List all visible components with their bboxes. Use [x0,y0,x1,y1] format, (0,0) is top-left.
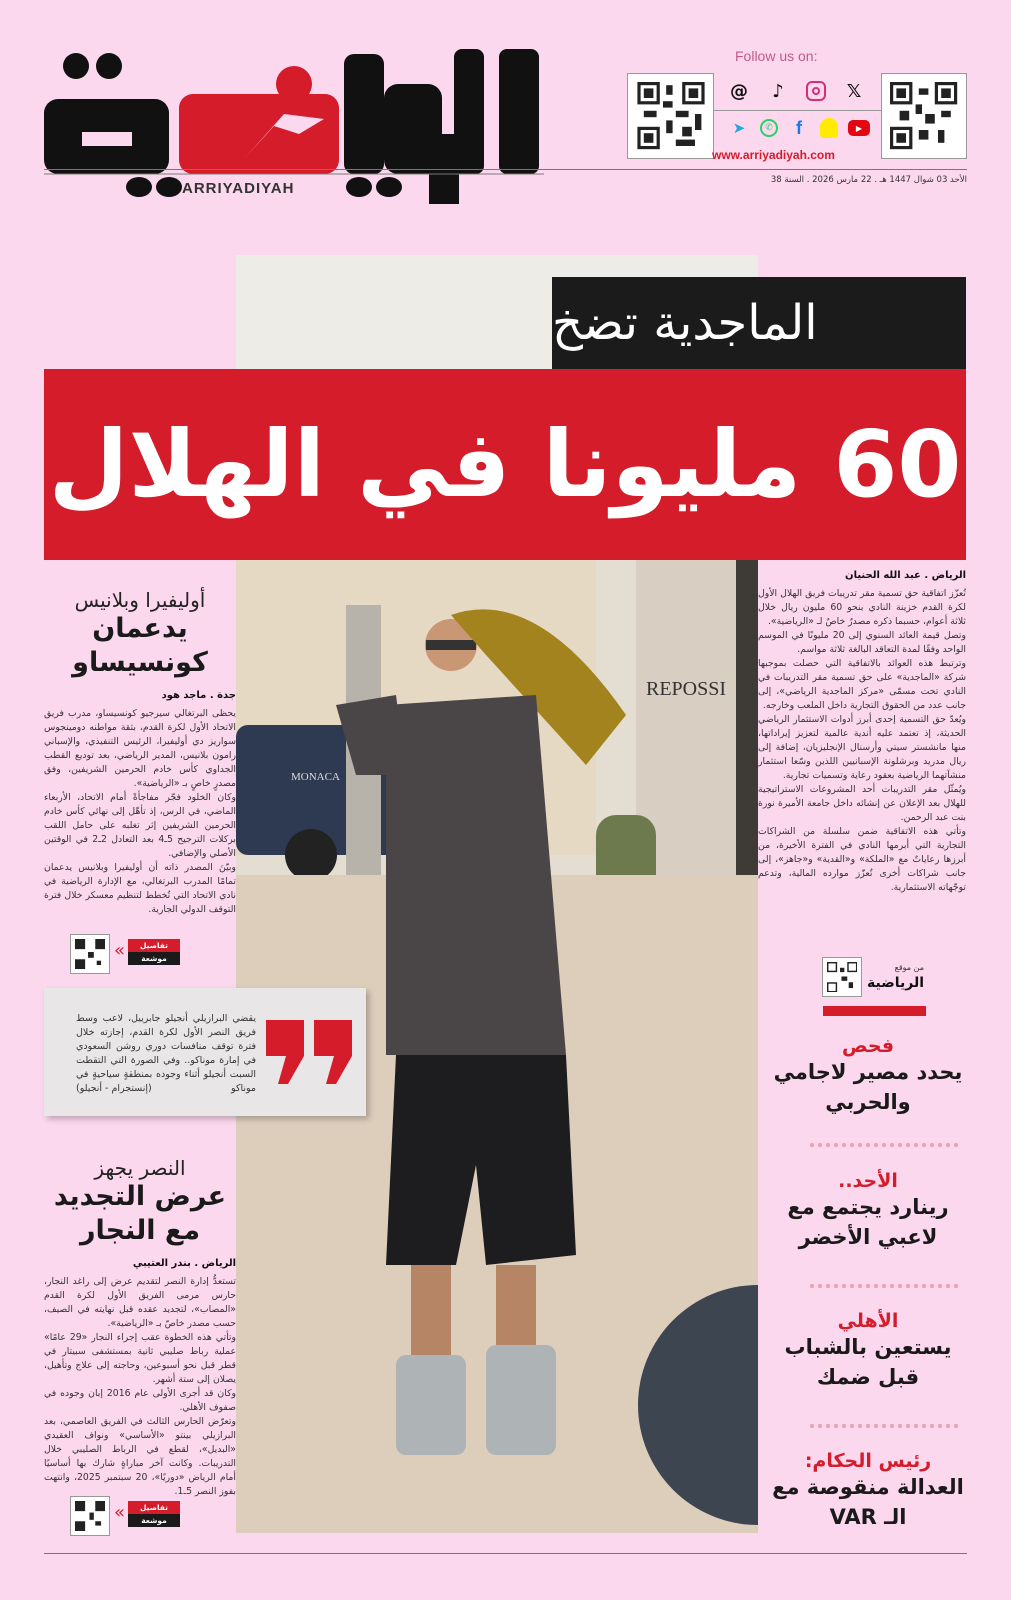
main-headline[interactable]: 60 مليونا في الهلال [44,369,966,560]
facebook-icon[interactable]: f [796,117,802,138]
main-story-body [758,570,966,895]
threads-icon[interactable]: @ [730,80,748,102]
story-byline: جدة . ماجد هود [161,690,236,701]
details-badge-bottom: موشعة [128,1514,180,1527]
website-promo-logo: الرياضية [866,975,924,991]
story-kicker: النصر يجهز [94,1156,186,1180]
youtube-icon[interactable]: ▶ [848,120,870,136]
social-row-bottom [728,117,870,139]
qr-code-icon [890,82,957,149]
main-paragraph: وترتبط هذه العوائد بالاتفاقية التي حصلت بموجبها شركة «الماجدية» على حق تسمية مقر التدريبات في النادي تحت مسمّى «مركز الماجدية الرياضي»، إلى جانب عدد من الحقوق التجارية داخل الملعب وخارجه. [758,658,966,711]
qr-code-right[interactable] [881,73,967,159]
story-byline: الرياض . بندر العتيبي [132,1258,236,1269]
sidebar-item-label: الأحد.. [838,1170,898,1192]
left-story-2[interactable] [44,1156,236,1499]
header-divider [44,169,967,170]
details-button[interactable] [128,1501,180,1527]
sidebar-item[interactable] [770,1170,966,1252]
qr-code-icon [75,1501,105,1531]
photo-caption-text [76,1012,256,1096]
qr-code-website[interactable] [822,957,862,997]
story-headline: كونسيساو [72,647,208,678]
photo-caption-box [44,988,366,1116]
main-paragraph: وتأتي هذه الاتفاقية ضمن سلسلة من الشراكات التجارية التي أبرمها النادي في الفترة الأخيرة، من أبرزها رعاياتٌ مع «الملكة» و«القدية» و«جاهز»، إلى جانب شراكات أخرى تُعزّز موارده المالية، وتدعم توجّهاته الاستثمارية. [758,826,966,893]
main-kicker: الماجدية تضخ [552,277,966,369]
photo-credit: (إنستجرام - أنجيلو) [76,1083,152,1094]
sidebar-item-label: رئيس الحكام: [804,1450,932,1472]
story-paragraph: وتعرّض الحارس الثالث في الفريق العاصمي، بعد البرازيلي بينتو «الأساسي» ونواف العقيدي «البديل»، لقطع في الرباط الصليبي خلال التدريبات. وكانت آخر مباراةٍ شارك بها أساسيًا أمام الرياض «دوريًا»، 20 سبتمبر 2025، وانتهت بفوز النصر 5ـ1. [44,1416,236,1497]
website-promo[interactable] [822,957,930,1005]
dotted-divider [808,1283,958,1289]
story-paragraph: يحظى البرتغالي سيرجيو كونسيساو، مدرب فريق الاتحاد الأول لكرة القدم، بثقة مواطنه دومينجوس سواريز دي أوليفيرا، الرئيس التنفيذي، والإسباني رامون بلانيس، المدير الرياضي، بعد توديع القطب الجداوي كأس خادم الحرمين الشريفين، وفق مصدرٍ خاصٍ بـ «الرياضية». [44,708,236,789]
main-paragraph: ويُعدّ حق التسمية إحدى أبرز أدوات الاستثمار الرياضي الحديثة، إذ تعتمد عليه أندية عالمية لتعزيز إيراداتها، منها مانشستر سيتي وأرسنال الإنجليزيان، إضافة إلى ريال مدريد وبرشلونة الإسبانيين اللذين وسّعا استثمار منشآتهما الرياضية بعقود رعاية وتسميات تجارية. [758,714,966,781]
double-chevron-icon: « [114,1502,126,1523]
details-badge-bottom: موشعة [128,952,180,965]
website-url[interactable]: www.arriyadiyah.com [712,148,835,162]
qr-code-story-2[interactable] [70,1496,110,1536]
snapchat-icon[interactable] [820,118,838,138]
sidebar-item-label: فحص [841,1035,895,1057]
sidebar-item[interactable] [770,1310,966,1392]
sidebar-item[interactable] [770,1035,966,1117]
main-paragraph: ويُمثّل مقر التدريبات أحد المشروعات الاستراتيجية للهلال بعد الإعلان عن إنشائه داخل جامعة الأميرة نورة بنت عبد الرحمن. [758,784,966,823]
story-headline: يدعمان [92,613,188,644]
story-kicker: أوليفيرا وبلانيس [74,588,206,612]
masthead-latin-name: ARRIYADIYAH [182,180,295,197]
main-story-byline: الرياض . عبد الله الحنيان [845,570,966,581]
story-paragraph: وكان الخلود فجّر مفاجأةً أمام الاتحاد، الأربعاء الماضي، في الرس، إذ تأهّل إلى نهائي كأس خادم الحرمين الشريفين إثر تغلبه على حامل اللقب بركلات الترجيح 5ـ4 بعد التعادل 2ـ2 في الوقتين الأصلي والإضافي. [44,792,236,859]
details-button[interactable] [128,939,180,965]
tiktok-icon[interactable]: ♪ [772,80,784,102]
main-paragraph: تُعزّز اتفاقية حق تسمية مقر تدريبات فريق الهلال الأول لكرة القدم خزينة النادي بنحو 60 مليون ريال خلال ثلاثة أعوام، حسبما ذكره مصدرٌ خاصٌ لـ «الرياضية». [758,588,967,627]
website-promo-label: من موقع [894,963,924,972]
issue-date: الأحد 03 شوال 1447 هـ . 22 مارس 2026 . السنة 38 [770,175,967,185]
quote-mark-icon [266,1020,356,1084]
left-story-1[interactable] [44,588,236,917]
telegram-icon[interactable]: ➤ [732,119,746,137]
qr-code-left[interactable] [627,73,714,159]
footer-divider [44,1553,967,1554]
social-row-top [728,80,865,102]
follow-us-label: Follow us on: [735,48,818,64]
qr-code-icon [75,939,105,969]
story-paragraph: تستعدُّ إدارة النصر لتقديم عرض إلى راغد النجار، حارس مرمى الفريق الأول لكرة القدم «المصاب»، لتجديد عقده قبل نهايته في الصيف، حسب مصدر خاصّ بـ «الرياضية». [44,1276,236,1329]
details-badge-top: تفاصيل [128,939,180,952]
instagram-icon[interactable] [806,81,826,101]
svg-text:MONACA: MONACA [291,771,340,783]
x-icon[interactable]: 𝕏 [846,80,862,102]
story-paragraph: وبيّنَ المصدر ذاته أن أوليفيرا وبلانيس يدعمان تمامًا المدرب البرتغالي، مع الإدارة الرياضية في نادي الاتحاد التي تُخطط لتنظيم معسكر خلال فترة التوقف الدولي الجارية. [44,862,236,915]
story-headline: مع النجار [79,1215,201,1246]
sidebar-item-title: يستعين بالشباب قبل ضمك [784,1335,952,1389]
whatsapp-icon[interactable]: ✆ [760,119,778,137]
details-badge-top: تفاصيل [128,1501,180,1514]
sidebar-item-title: يحدد مصير لاجامي والحربي [773,1060,963,1114]
sidebar-item[interactable] [770,1450,966,1532]
story-paragraph: وكان قد أجرى الأولى عام 2016 إبان وجوده في صفوف الأهلي. [44,1388,236,1413]
story-headline: عرض التجديد [53,1181,227,1212]
red-rule [823,1006,926,1016]
caption-text: يقضي البرازيلي أنجيلو جابرييل، لاعب وسط فريق النصر الأول لكرة القدم، إجازته خلال فترة توقف منافسات دوري روشن السعودي في إمارة موناكو.. وفي الصورة التي التقطت السبت أنجيلو أثناء وجوده بمنطقةٍ سياحيةٍ في موناكو [76,1013,256,1094]
sidebar-item-title: رينارد يجتمع مع لاعبي الأخضر [787,1195,949,1249]
qr-code-icon [827,962,857,992]
main-paragraph: وتصل قيمة العائد السنوي إلى 20 مليونًا في الموسم الواحد وفقًا لمدة التعاقد البالغة ثلاثة مواسم. [758,630,966,655]
svg-text:REPOSSI: REPOSSI [646,678,727,700]
sidebar-item-title: العدالة منقوصة مع الـ VAR [772,1475,964,1529]
dotted-divider [808,1142,958,1148]
dotted-divider [808,1423,958,1429]
qr-code-story-1[interactable] [70,934,110,974]
sidebar-item-label: الأهلي [837,1310,899,1332]
story-paragraph: وتأتي هذه الخطوة عقب إجراء النجار «29 عامًا» عملية رباط صليبي ثانية بمستشفى سبيتار في قطر قبل نحو أسبوعين، وحاجته إلى علاج وتأهيل، يصلان إلى ستة أشهر. [44,1332,236,1385]
double-chevron-icon: « [114,940,126,961]
qr-code-icon [637,82,705,149]
